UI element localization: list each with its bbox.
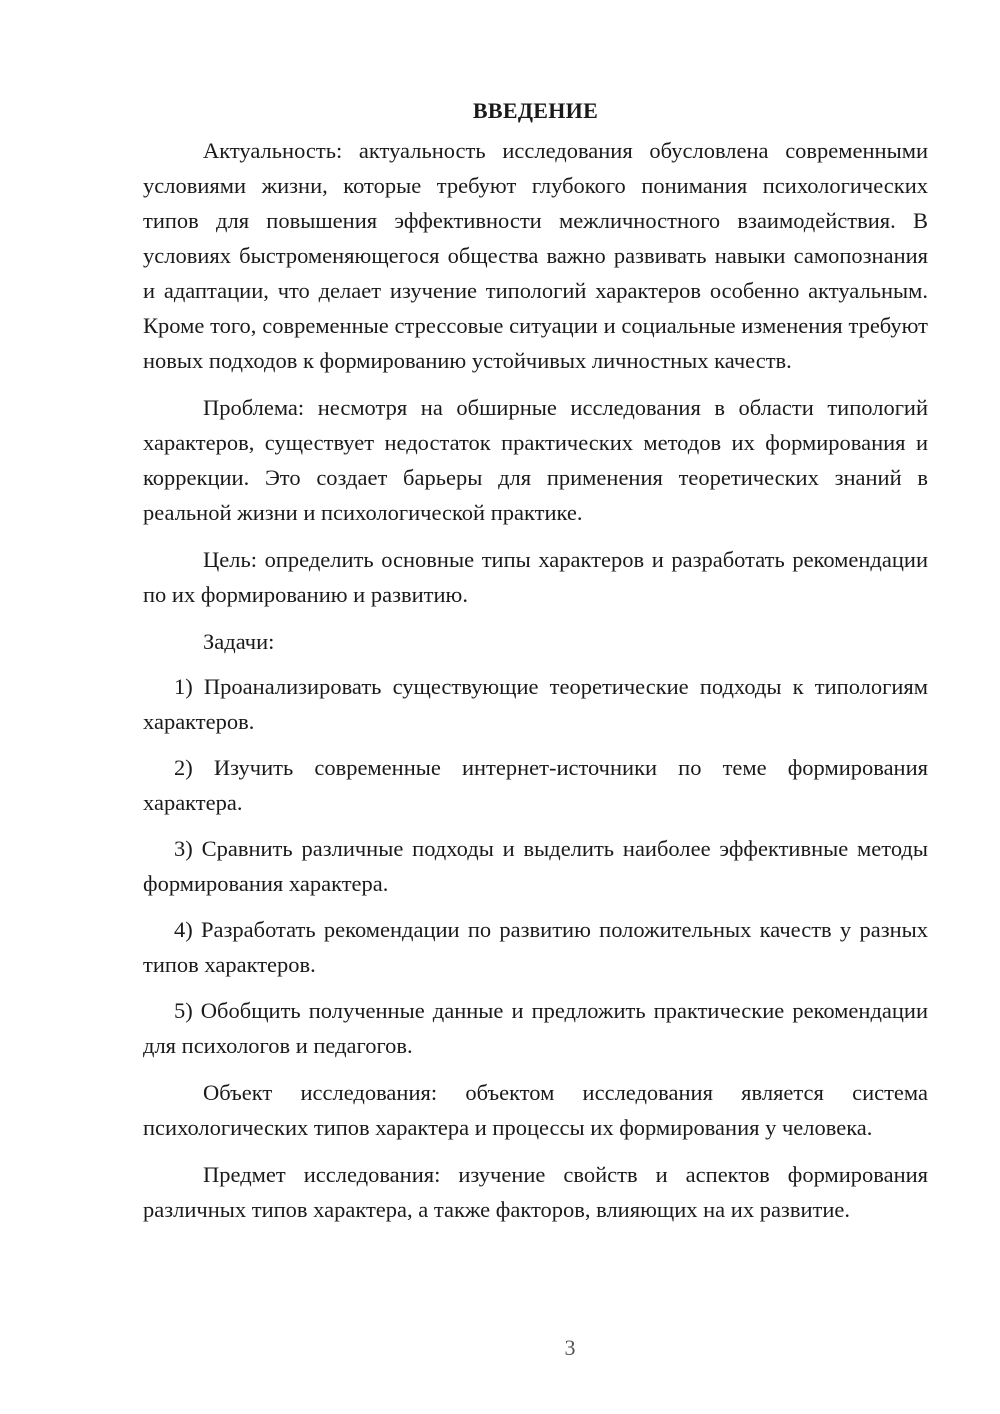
section-heading: ВВЕДЕНИЕ [472, 98, 599, 123]
task-item-1: 1) Проанализировать существующие теоретические подходы к типологиям характеров. [143, 674, 928, 734]
relevance-paragraph: Актуальность: актуальность исследования обусловлена современными условиями жизни, которые требуют глубокого понимания психологических типов для повышения эффективности межличностного взаимодействия. В условиях быстроменяющегося общества важно развивать навыки самопознания и адаптации, что делает изучение типологий характеров особенно актуальным. Кроме того, современные стрессовые ситуации и социальные изменения требуют новых подходов к формированию устойчивых личностных качеств. [143, 138, 928, 373]
task-item-2: 2) Изучить современные интернет-источники по теме формирования характера. [143, 755, 928, 815]
task-item-4: 4) Разработать рекомендации по развитию положительных качеств у разных типов характеров. [143, 917, 928, 977]
task-item-3: 3) Сравнить различные подходы и выделить наиболее эффективные методы формирования характера. [143, 836, 928, 896]
tasks-label: Задачи: [203, 629, 275, 654]
goal-paragraph: Цель: определить основные типы характеров и разработать рекомендации по их формированию и развитию. [143, 547, 928, 607]
subject-paragraph: Предмет исследования: изучение свойств и аспектов формирования различных типов характера, а также факторов, влияющих на их развитие. [143, 1162, 928, 1222]
object-paragraph: Объект исследования: объектом исследования является система психологических типов характера и процессы их формирования у человека. [143, 1080, 928, 1140]
task-item-5: 5) Обобщить полученные данные и предложить практические рекомендации для психологов и педагогов. [143, 998, 928, 1058]
page-number: 3 [564, 1335, 576, 1360]
page-content [143, 93, 928, 1227]
problem-paragraph: Проблема: несмотря на обширные исследования в области типологий характеров, существует недостаток практических методов их формирования и коррекции. Это создает барьеры для применения теоретических знаний в реальной жизни и психологической практике. [143, 395, 928, 525]
